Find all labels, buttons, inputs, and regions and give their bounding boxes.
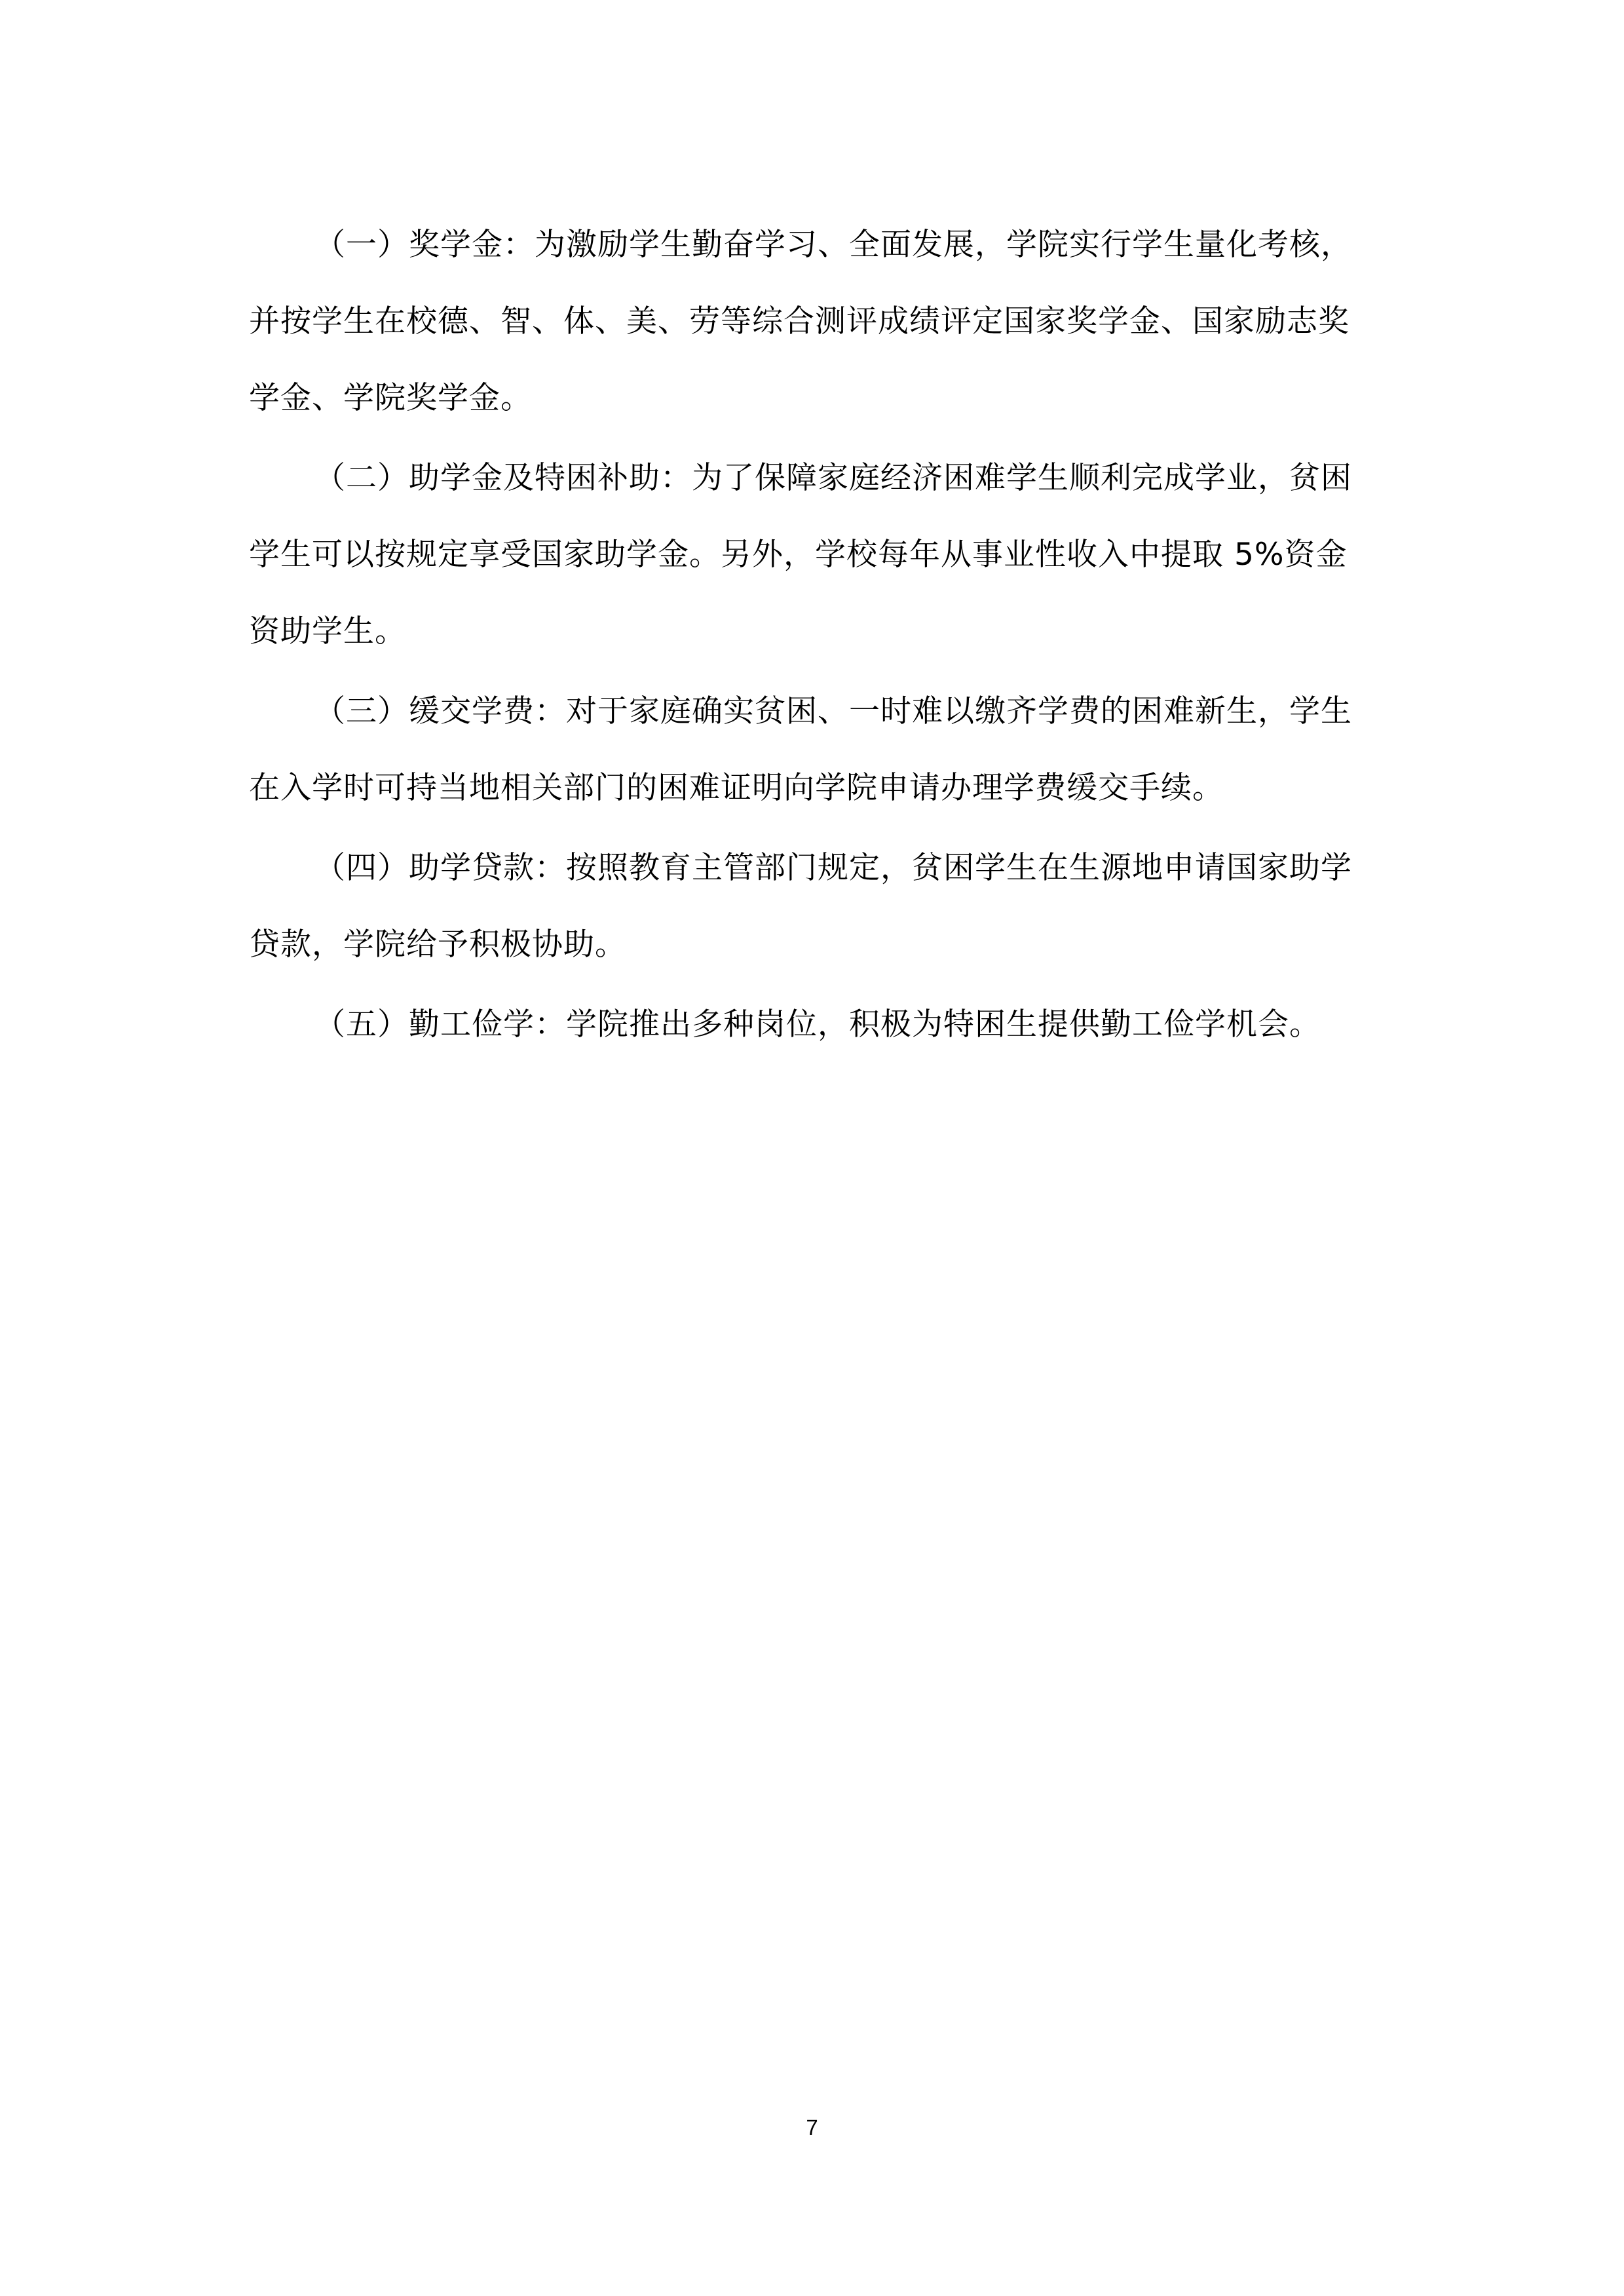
paragraph-line: 学金、学院奖学金。	[249, 380, 532, 416]
paragraph-line: 贷款，学院给予积极协助。	[249, 927, 626, 963]
paragraph-student-loans	[249, 830, 1376, 983]
paragraph-line: （五）勤工俭学：学院推出多种岗位，积极为特困生提供勤工俭学机会。	[314, 1006, 1321, 1043]
paragraph-line: （二）助学金及特困补助：为了保障家庭经济困难学生顺利完成学业，贫困	[314, 460, 1352, 496]
paragraph-line: 在入学时可持当地相关部门的困难证明向学院申请办理学费缓交手续。	[249, 770, 1224, 806]
paragraph-line: 并按学生在校德、智、体、美、劳等综合测评成绩评定国家奖学金、国家励志奖	[249, 303, 1350, 339]
paragraph-scholarship	[249, 206, 1376, 436]
paragraph-work-study	[249, 986, 1376, 1063]
document-body	[249, 206, 1376, 1066]
paragraph-line: （三）缓交学费：对于家庭确实贫困、一时难以缴齐学费的困难新生，学生	[314, 693, 1352, 729]
paragraph-line: 学生可以按规定享受国家助学金。另外，学校每年从事业性收入中提取 5%资金	[249, 537, 1348, 573]
paragraph-grants	[249, 440, 1376, 670]
paragraph-line: （一）奖学金：为激励学生勤奋学习、全面发展，学院实行学生量化考核，	[314, 227, 1352, 263]
paragraph-line: （四）助学贷款：按照教育主管部门规定，贫困学生在生源地申请国家助学	[314, 850, 1352, 886]
page-number: 7	[806, 2115, 818, 2139]
paragraph-line: 资助学生。	[249, 613, 406, 649]
paragraph-deferred-tuition	[249, 673, 1376, 826]
